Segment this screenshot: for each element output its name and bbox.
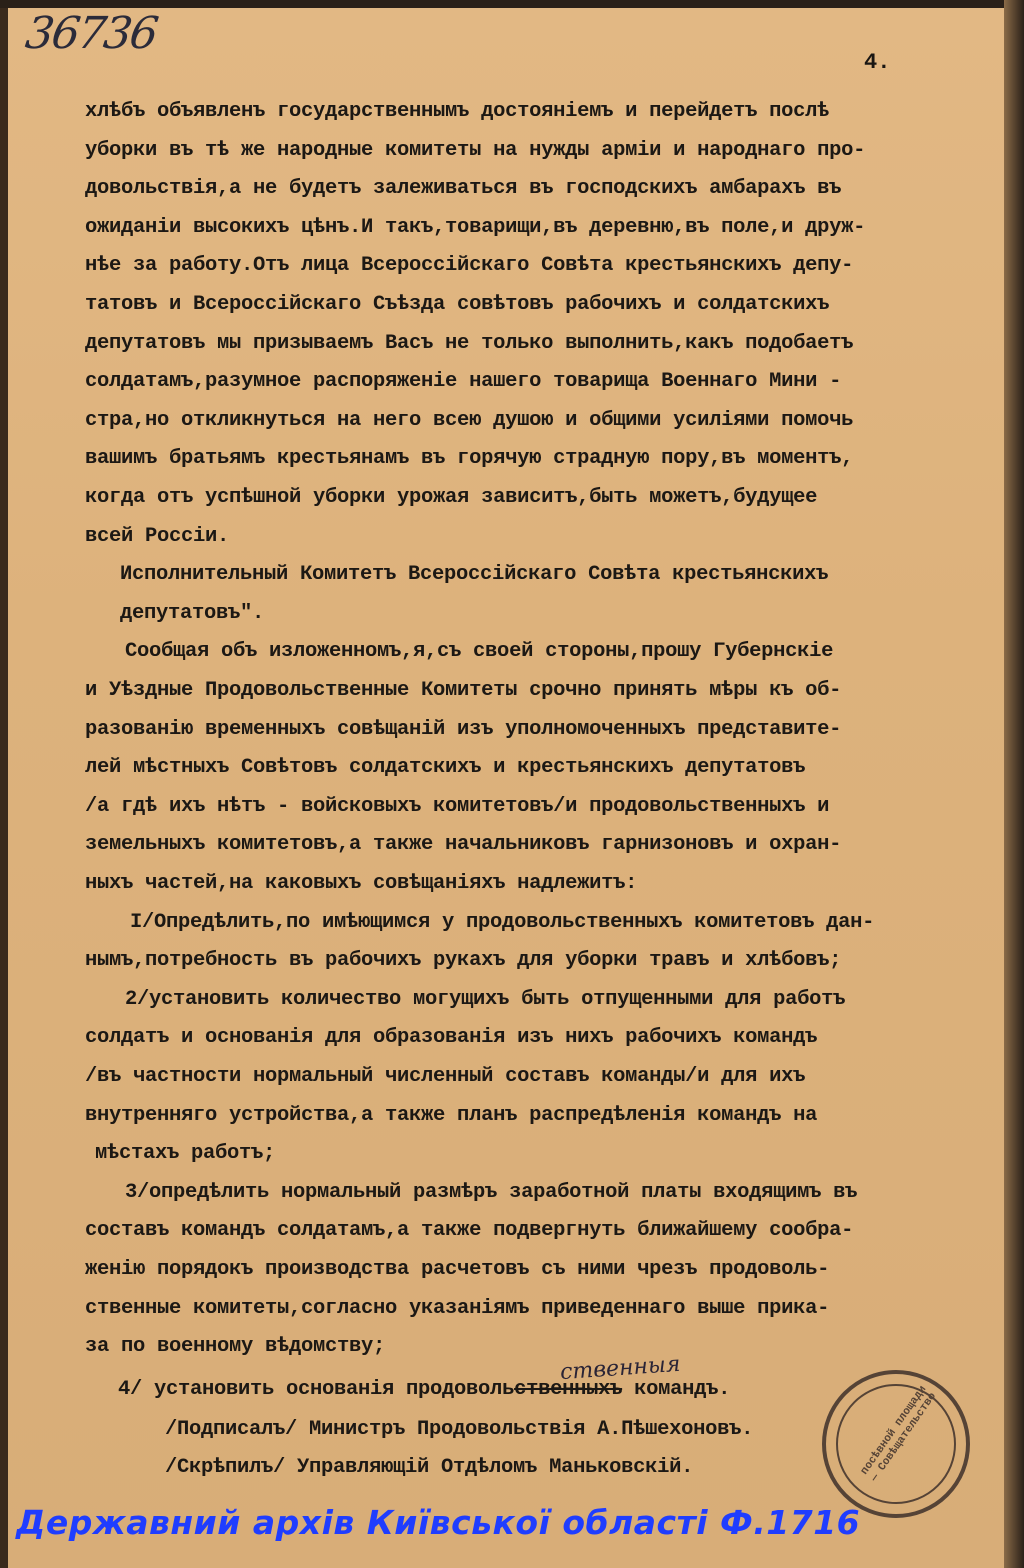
text-line: нымъ,потребность въ рабочихъ рукахъ для уборки травъ и хлѣбовъ;	[85, 949, 842, 973]
text-line: довольствія,а не будетъ залеживаться въ господскихъ амбарахъ въ	[85, 177, 842, 201]
text-line: внутренняго устройства,а также планъ распредѣленія командъ на	[85, 1103, 818, 1127]
stamp-text: посѣвной площади — Совѣщательство	[858, 1383, 940, 1485]
text-line: когда отъ успѣшной уборки урожая зависитъ,быть можетъ,будущее	[85, 486, 818, 509]
text-line: и Уѣздные Продовольственные Комитеты срочно принять мѣры къ об-	[85, 679, 842, 702]
text-line: I/Опредѣлить,по имѣющимся у продовольственныхъ комитетовъ дан-	[130, 910, 875, 934]
struck-text: ственныхъ	[514, 1378, 623, 1401]
text-line: за по военному вѣдомству;	[85, 1335, 386, 1359]
text-line: солдатамъ,разумное распоряженіе нашего товарища Военнаго Мини -	[85, 370, 842, 394]
text-line: ныхъ частей,на каковыхъ совѣщаніяхъ надлежитъ:	[85, 872, 638, 895]
archive-caption: Державний архів Київської області Ф.1716	[16, 1503, 861, 1542]
text-line: Исполнительный Комитетъ Всероссійскаго Совѣта крестьянскихъ	[120, 563, 829, 587]
text-line: ственные комитеты,согласно указаніямъ приведеннаго выше прика-	[85, 1296, 830, 1320]
text-line: солдатъ и основанія для образованія изъ нихъ рабочихъ командъ	[85, 1026, 818, 1050]
text-line: хлѣбъ объявленъ государственнымъ достояніемъ и перейдетъ послѣ	[85, 100, 830, 123]
text-line: земельныхъ комитетовъ,а также начальниковъ гарнизоновъ и охран-	[85, 833, 842, 857]
page-number: 4.	[864, 50, 891, 75]
item-4-line	[118, 1378, 730, 1401]
handwritten-correction: ственныя	[559, 1351, 682, 1386]
text-line: женію порядокъ производства расчетовъ съ ними чрезъ продоволь-	[85, 1258, 830, 1281]
text-line: 3/опредѣлить нормальный размѣръ заработной платы входящимъ въ	[125, 1180, 858, 1204]
scan-top-edge	[0, 0, 1024, 8]
text-line: уборки въ тѣ же народные комитеты на нужды арміи и народнаго про-	[85, 138, 866, 162]
text-line: всей Россіи.	[85, 524, 230, 548]
round-stamp	[822, 1370, 970, 1518]
text-line: /въ частности нормальный численный составъ команды/и для ихъ	[85, 1065, 806, 1088]
text-line: мѣстахъ работъ;	[95, 1142, 276, 1166]
item-4-end: командъ.	[622, 1378, 731, 1401]
scan-left-edge	[0, 0, 8, 1568]
countersigned-line: /Скрѣпилъ/ Управляющій Отдѣломъ Маньковскій.	[165, 1456, 694, 1479]
item-4-start: 4/ установить основанія продоволь	[118, 1378, 515, 1401]
text-line: стра,но откликнуться на него всею душою и общими усиліями помочь	[85, 408, 854, 432]
text-line: составъ командъ солдатамъ,а также подвергнуть ближайшему сообра-	[85, 1219, 854, 1243]
text-line: депутатовъ".	[120, 601, 265, 625]
text-line: ожиданіи высокихъ цѣнъ.И такъ,товарищи,въ деревню,въ поле,и друж-	[85, 215, 866, 239]
text-line: вашимъ братьямъ крестьянамъ въ горячую страдную пору,въ моментъ,	[85, 447, 854, 471]
archive-number-handwritten: 36736	[22, 8, 160, 59]
text-line: /а гдѣ ихъ нѣтъ - войсковыхъ комитетовъ/и продовольственныхъ и	[85, 794, 830, 818]
text-line: татовъ и Всероссійскаго Съѣзда совѣтовъ рабочихъ и солдатскихъ	[85, 293, 830, 316]
scan-right-edge	[1004, 0, 1024, 1568]
text-line: депутатовъ мы призываемъ Васъ не только выполнить,какъ подобаетъ	[85, 331, 854, 355]
text-line: разованію временныхъ совѣщаній изъ уполномоченныхъ представите-	[85, 717, 842, 741]
text-line: Сообщая объ изложенномъ,я,съ своей стороны,прошу Губернскіе	[125, 640, 834, 664]
text-line: нѣе за работу.Отъ лица Всероссійскаго Совѣта крестьянскихъ депу-	[85, 254, 854, 278]
text-line: лей мѣстныхъ Совѣтовъ солдатскихъ и крестьянскихъ депутатовъ	[85, 756, 806, 780]
signed-line: /Подписалъ/ Министръ Продовольствія А.Пѣшехоновъ.	[165, 1418, 754, 1441]
text-line: 2/установить количество могущихъ быть отпущенными для работъ	[125, 987, 846, 1011]
